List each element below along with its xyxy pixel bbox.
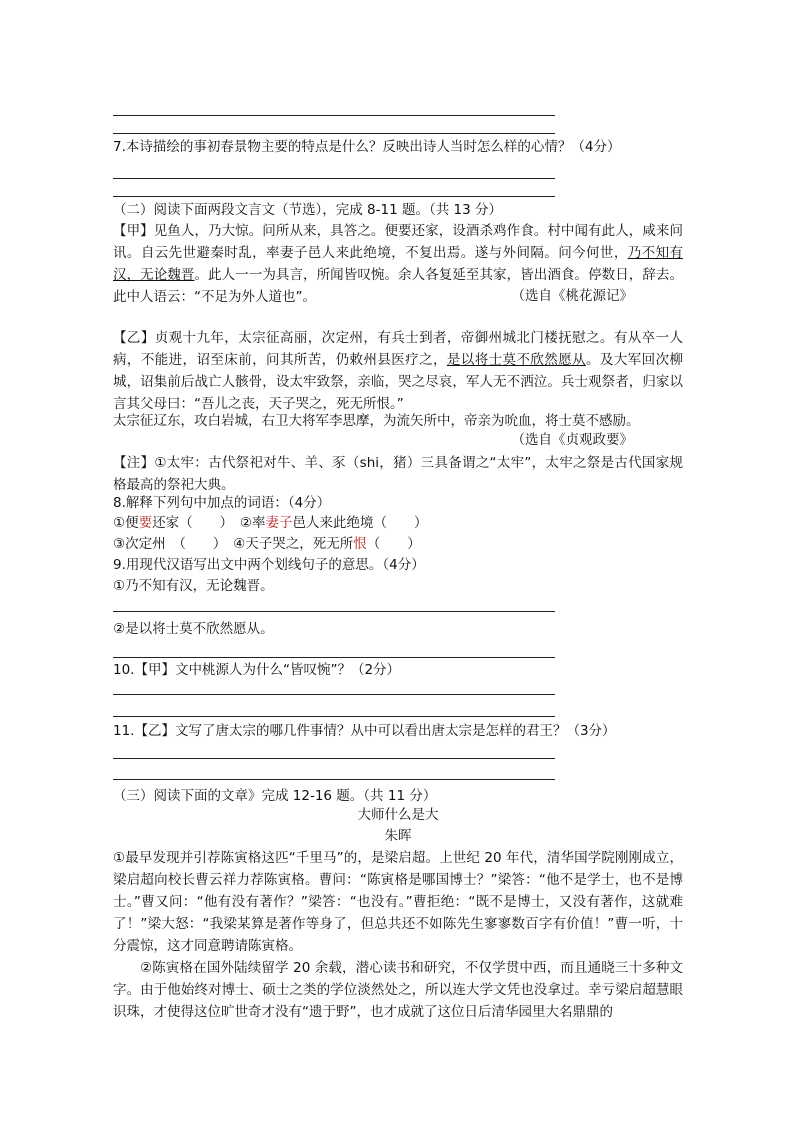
- answer-line[interactable]: [113, 133, 555, 134]
- answer-line[interactable]: [113, 196, 555, 197]
- question-8-title: 8.解释下列句中加点的词语：（4分）: [113, 495, 331, 511]
- question-9-title: 9.用现代汉语写出文中两个划线句子的意思。（4分）: [113, 557, 425, 573]
- question-7: 7.本诗描绘的事初春景物主要的特点是什么？反映出诗人当时怎么样的心情？（4分）: [113, 139, 621, 155]
- q8-row1-part: ①便: [113, 515, 139, 531]
- answer-line[interactable]: [113, 178, 555, 179]
- question-8-row-2: [113, 535, 421, 554]
- passage-jia-underlined: 乃不知有汉，无论魏晋: [113, 245, 684, 283]
- answer-line[interactable]: [113, 716, 555, 717]
- passage-yi-text-1: 【乙】贞观十九年，太宗征高丽，次定州，有兵士到者，帝御州城北门楼抚慰之。有从卒一人病，不能进，诏至床前，问其所苦，仍敕州县医疗之，: [113, 330, 683, 368]
- q8-row2-part: （ ）: [366, 536, 421, 552]
- q8-dotted-word: 妻子: [265, 515, 293, 531]
- passage-jia-text-2: 。此人一一为具言，所闻皆叹惋。余人各复延至其家，皆出酒食。停数日，辞去。此中人语云：“不足为外人道也”。: [113, 267, 684, 305]
- q8-row2-part: 定州 （ ） ④天子哭之，死无所: [138, 536, 354, 552]
- question-9-item-2: ②是以将士莫不欣然愿从。: [113, 621, 274, 637]
- source-yi: （选自《贞观政要》: [511, 432, 633, 448]
- q8-row1-part: 邑人来此绝境（ ）: [292, 515, 428, 531]
- answer-line[interactable]: [113, 758, 555, 759]
- article-title: 大师什么是大: [357, 807, 439, 823]
- question-8-row-1: [113, 514, 427, 533]
- question-11: 11.【乙】文写了唐太宗的哪几件事情？从中可以看出唐太宗是怎样的君王？（3分）: [113, 723, 616, 739]
- answer-line[interactable]: [113, 779, 555, 780]
- passage-yi-3: 太宗征辽东，攻白岩城，右卫大将军李思摩，为流矢所中，帝亲为吮血，将士莫不感励。: [113, 413, 640, 429]
- q8-row2-part: ③: [113, 536, 126, 552]
- passage-jia-text-1: 【甲】见鱼人，乃大惊。问所从来，具答之。便要还家，设酒杀鸡作食。村中闻有此人，咸来问讯。自云先世避秦时乱，率妻子邑人来此绝境，不复出焉。遂与外间隔。问今何世，: [113, 223, 683, 261]
- q8-row1-part: 还家（ ） ②率: [152, 515, 266, 531]
- section-2-heading: （二）阅读下面两段文言文（节选），完成 8-11 题。（共 13 分）: [113, 202, 502, 218]
- q8-dotted-word: 要: [138, 515, 153, 531]
- article-paragraph-2: ②陈寅格在国外陆续留学 20 余载，潜心读书和研究，不仅学贯中西，而且通晓三十多种文字。由于他始终对博士、硕士之类的学位淡然处之，所以连大学文凭也没拿过。幸亏梁启超慧眼识珠，才使得这位旷世奇才没有“遗于野”，也才成就了这位日后清华园里大名鼎鼎的: [113, 960, 683, 1020]
- passage-yi-underlined: 是以将士莫不欣然愿从: [446, 352, 587, 368]
- note: 【注】①太牢：古代祭祀对牛、羊、豕（shi，猪）三具备谓之“太牢”，太牢之祭是古代国家规格最高的祭祀大典。: [113, 455, 683, 493]
- question-9-item-1: ①乃不知有汉，无论魏晋。: [113, 578, 274, 594]
- answer-line[interactable]: [113, 657, 555, 658]
- article-author: 朱晖: [384, 828, 412, 844]
- q8-dotted-word: 次: [125, 536, 139, 552]
- passage-yi-text-2: 。及大军回次柳城，诏集前后战亡人骸骨，设太牢致祭，亲临，哭之尽哀，军人无不洒泣。兵士观祭者，归家以言其父母曰：“吾儿之丧，天子哭之，死无所恨。”: [113, 352, 684, 412]
- q8-dotted-word: 恨: [353, 536, 367, 552]
- answer-line[interactable]: [113, 611, 555, 612]
- section-3-heading: （三）阅读下面的文章》完成 12-16 题。（共 11 分）: [113, 788, 437, 804]
- article-paragraph-1: ①最早发现并引荐陈寅格这匹“千里马”的，是梁启超。上世纪 20 年代，清华国学院刚刚成立，梁启超向校长曹云祥力荐陈寅格。曹问：“陈寅格是哪国博士？”梁答：“他不是学士，也不是博士。”曹又问：“他有没有著作？”梁答：“也没有。”曹拒绝：“既不是博士，又没有著作，这就难了！”梁大怒：“我梁某算是著作等身了，但总共还不如陈先生寥寥数百字有价值！”曹一听，十分震惊，这才同意聘请陈寅格。: [113, 850, 683, 954]
- passage-yi: [113, 327, 683, 415]
- source-jia: （选自《桃花源记》: [511, 288, 633, 304]
- answer-line[interactable]: [113, 694, 555, 695]
- question-10: 10.【甲】文中桃源人为什么“皆叹惋”？（2分）: [113, 662, 401, 678]
- answer-line[interactable]: [113, 115, 555, 116]
